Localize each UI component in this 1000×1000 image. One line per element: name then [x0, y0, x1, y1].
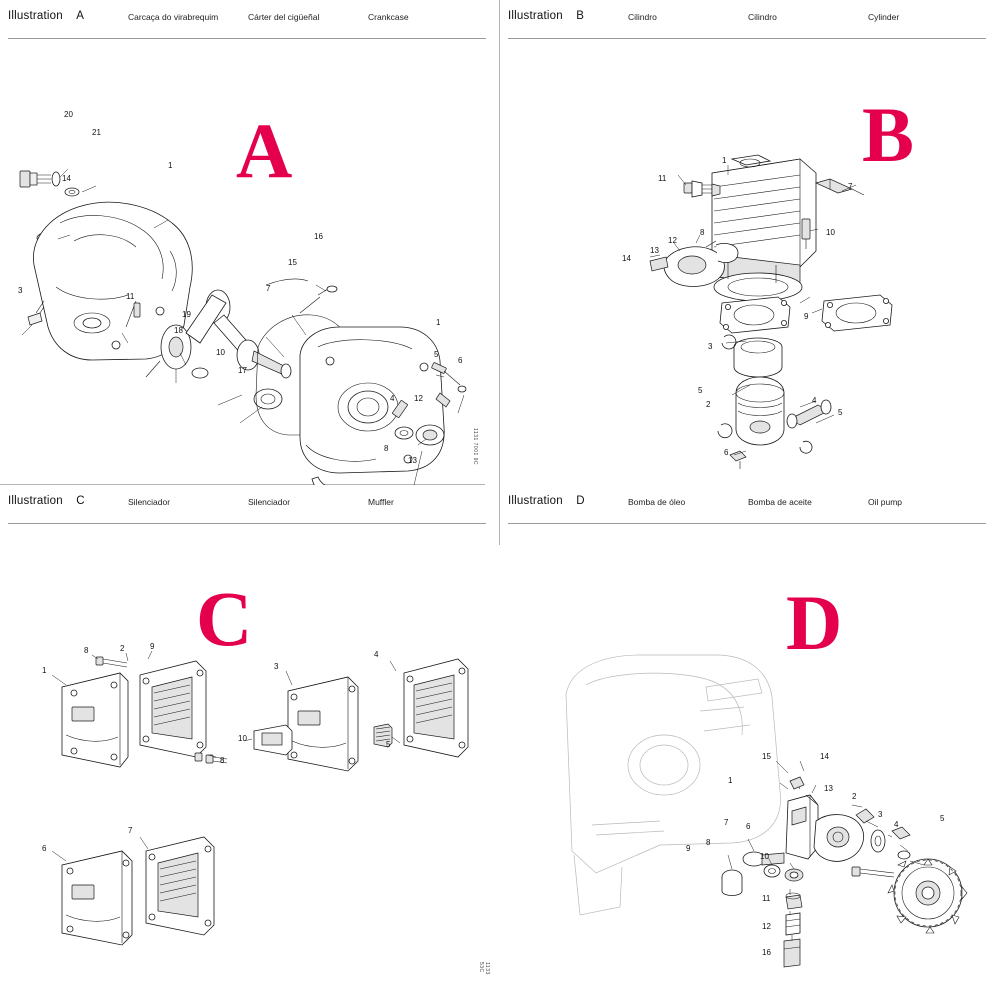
svg-text:5: 5 — [940, 814, 945, 823]
svg-text:18: 18 — [174, 326, 183, 335]
svg-text:8: 8 — [384, 444, 389, 453]
panel-d-header — [500, 485, 1000, 525]
svg-text:19: 19 — [182, 310, 191, 319]
svg-text:11: 11 — [126, 292, 135, 301]
svg-text:14: 14 — [62, 174, 71, 183]
svg-text:3: 3 — [18, 286, 23, 295]
svg-text:15: 15 — [288, 258, 297, 267]
svg-text:2: 2 — [852, 792, 857, 801]
svg-text:1: 1 — [728, 776, 733, 785]
svg-text:14: 14 — [820, 752, 829, 761]
panel-d-name-en: Oil pump — [868, 497, 903, 507]
svg-text:4: 4 — [374, 650, 379, 659]
crankcase-reference-ghost — [566, 655, 781, 915]
svg-text:13: 13 — [824, 784, 833, 793]
panel-b-name-es: Cilindro — [748, 12, 777, 22]
panel-b-illustration-letter: B — [576, 10, 585, 22]
svg-text:8: 8 — [84, 646, 89, 655]
svg-text:4: 4 — [894, 820, 899, 829]
svg-text:6: 6 — [746, 822, 751, 831]
svg-text:5: 5 — [838, 408, 843, 417]
svg-text:11: 11 — [762, 894, 771, 903]
panel-a-illustration-title — [8, 10, 84, 22]
svg-text:10: 10 — [826, 228, 835, 237]
svg-text:12: 12 — [414, 394, 423, 403]
panel-c-header — [0, 485, 500, 525]
svg-text:5: 5 — [386, 740, 391, 749]
panel-d-exploded-diagram — [500, 615, 1000, 985]
svg-text:7: 7 — [128, 826, 133, 835]
panel-c-letter: C — [196, 575, 253, 662]
panel-b — [500, 0, 1000, 500]
rim-sprocket — [888, 859, 967, 933]
panel-b-exploded-diagram — [500, 55, 1000, 485]
piston-ring — [734, 338, 782, 377]
panel-a-name-pt: Carcaça do virabrequim — [128, 12, 219, 22]
panel-d-illustration-label: Illustration — [508, 495, 563, 507]
crankcase-half-right — [300, 327, 444, 485]
panel-a-exploded-diagram — [0, 55, 500, 485]
panel-d-rule — [508, 523, 986, 524]
muffler-body-mid — [288, 677, 358, 771]
panel-c-rule — [8, 523, 486, 524]
panel-c-name-en: Muffler — [368, 497, 394, 507]
svg-text:6: 6 — [724, 448, 729, 457]
svg-text:3: 3 — [274, 662, 279, 671]
svg-text:6: 6 — [458, 356, 463, 365]
panel-a-illustration-label: Illustration — [8, 10, 63, 22]
muffler-body-lower — [62, 851, 132, 945]
panel-d-illustration-letter: D — [576, 495, 585, 507]
panel-b-name-en: Cylinder — [868, 12, 900, 22]
svg-text:2: 2 — [706, 400, 711, 409]
panel-a-illustration-letter: A — [76, 10, 85, 22]
svg-text:3: 3 — [708, 342, 713, 351]
svg-text:9: 9 — [150, 642, 155, 651]
panel-c-illustration-letter: C — [76, 495, 85, 507]
panel-b-rule — [508, 38, 986, 39]
svg-text:16: 16 — [762, 948, 771, 957]
panel-d-name-pt: Bomba de óleo — [628, 497, 686, 507]
svg-text:7: 7 — [848, 182, 853, 191]
svg-text:20: 20 — [64, 110, 73, 119]
svg-text:1: 1 — [436, 318, 441, 327]
muffler-cover-lower — [146, 837, 214, 935]
muffler-cover-upper — [140, 661, 206, 757]
svg-text:9: 9 — [804, 312, 809, 321]
panel-a-drawing-code: 1131 7001 9C — [472, 428, 478, 466]
panel-d — [500, 485, 1000, 985]
svg-text:10: 10 — [238, 734, 247, 743]
svg-text:17: 17 — [238, 366, 247, 375]
svg-text:1: 1 — [722, 156, 727, 165]
svg-text:7: 7 — [724, 818, 729, 827]
svg-text:13: 13 — [408, 456, 417, 465]
piston — [736, 377, 784, 445]
panel-c — [0, 485, 500, 985]
svg-text:9: 9 — [686, 844, 691, 853]
svg-text:6: 6 — [42, 844, 47, 853]
panel-a — [0, 0, 500, 500]
muffler-body-upper — [62, 673, 128, 767]
svg-text:16: 16 — [314, 232, 323, 241]
svg-text:5: 5 — [434, 350, 439, 359]
cylinder-body — [712, 155, 816, 301]
svg-text:10: 10 — [216, 348, 225, 357]
svg-text:21: 21 — [92, 128, 101, 137]
svg-text:5: 5 — [698, 386, 703, 395]
panel-d-illustration-title — [508, 495, 585, 507]
panel-b-name-pt: Cilindro — [628, 12, 657, 22]
panel-c-name-pt: Silenciador — [128, 497, 171, 507]
panel-a-header — [0, 0, 500, 40]
svg-text:10: 10 — [760, 852, 769, 861]
panel-b-letter: B — [862, 91, 915, 178]
panel-c-exploded-diagram — [0, 625, 500, 985]
svg-text:13: 13 — [650, 246, 659, 255]
svg-text:1: 1 — [168, 161, 173, 170]
svg-text:8: 8 — [706, 838, 711, 847]
svg-text:15: 15 — [762, 752, 771, 761]
panel-b-illustration-label: Illustration — [508, 10, 563, 22]
svg-text:2: 2 — [120, 644, 125, 653]
svg-text:12: 12 — [762, 922, 771, 931]
panel-d-letter: D — [786, 579, 843, 666]
panel-c-illustration-label: Illustration — [8, 495, 63, 507]
panel-a-rule — [8, 38, 486, 39]
panel-c-drawing-code: 1133 53C — [478, 962, 490, 975]
svg-text:7: 7 — [266, 284, 271, 293]
svg-text:8: 8 — [700, 228, 705, 237]
panel-b-header — [500, 0, 1000, 40]
svg-text:4: 4 — [812, 396, 817, 405]
svg-text:14: 14 — [622, 254, 631, 263]
svg-text:3: 3 — [878, 810, 883, 819]
svg-text:1: 1 — [42, 666, 47, 675]
svg-text:4: 4 — [390, 394, 395, 403]
panel-a-name-en: Crankcase — [368, 12, 409, 22]
panel-a-name-es: Cárter del cigüeñal — [248, 12, 320, 22]
panel-d-name-es: Bomba de aceite — [748, 497, 812, 507]
svg-text:8: 8 — [220, 756, 225, 765]
panel-c-name-es: Silenciador — [248, 497, 291, 507]
panel-c-illustration-title — [8, 495, 85, 507]
svg-text:12: 12 — [668, 236, 677, 245]
muffler-cover-mid — [404, 659, 468, 757]
svg-text:11: 11 — [658, 174, 667, 183]
panel-b-illustration-title — [508, 10, 584, 22]
panel-a-letter: A — [236, 107, 293, 194]
